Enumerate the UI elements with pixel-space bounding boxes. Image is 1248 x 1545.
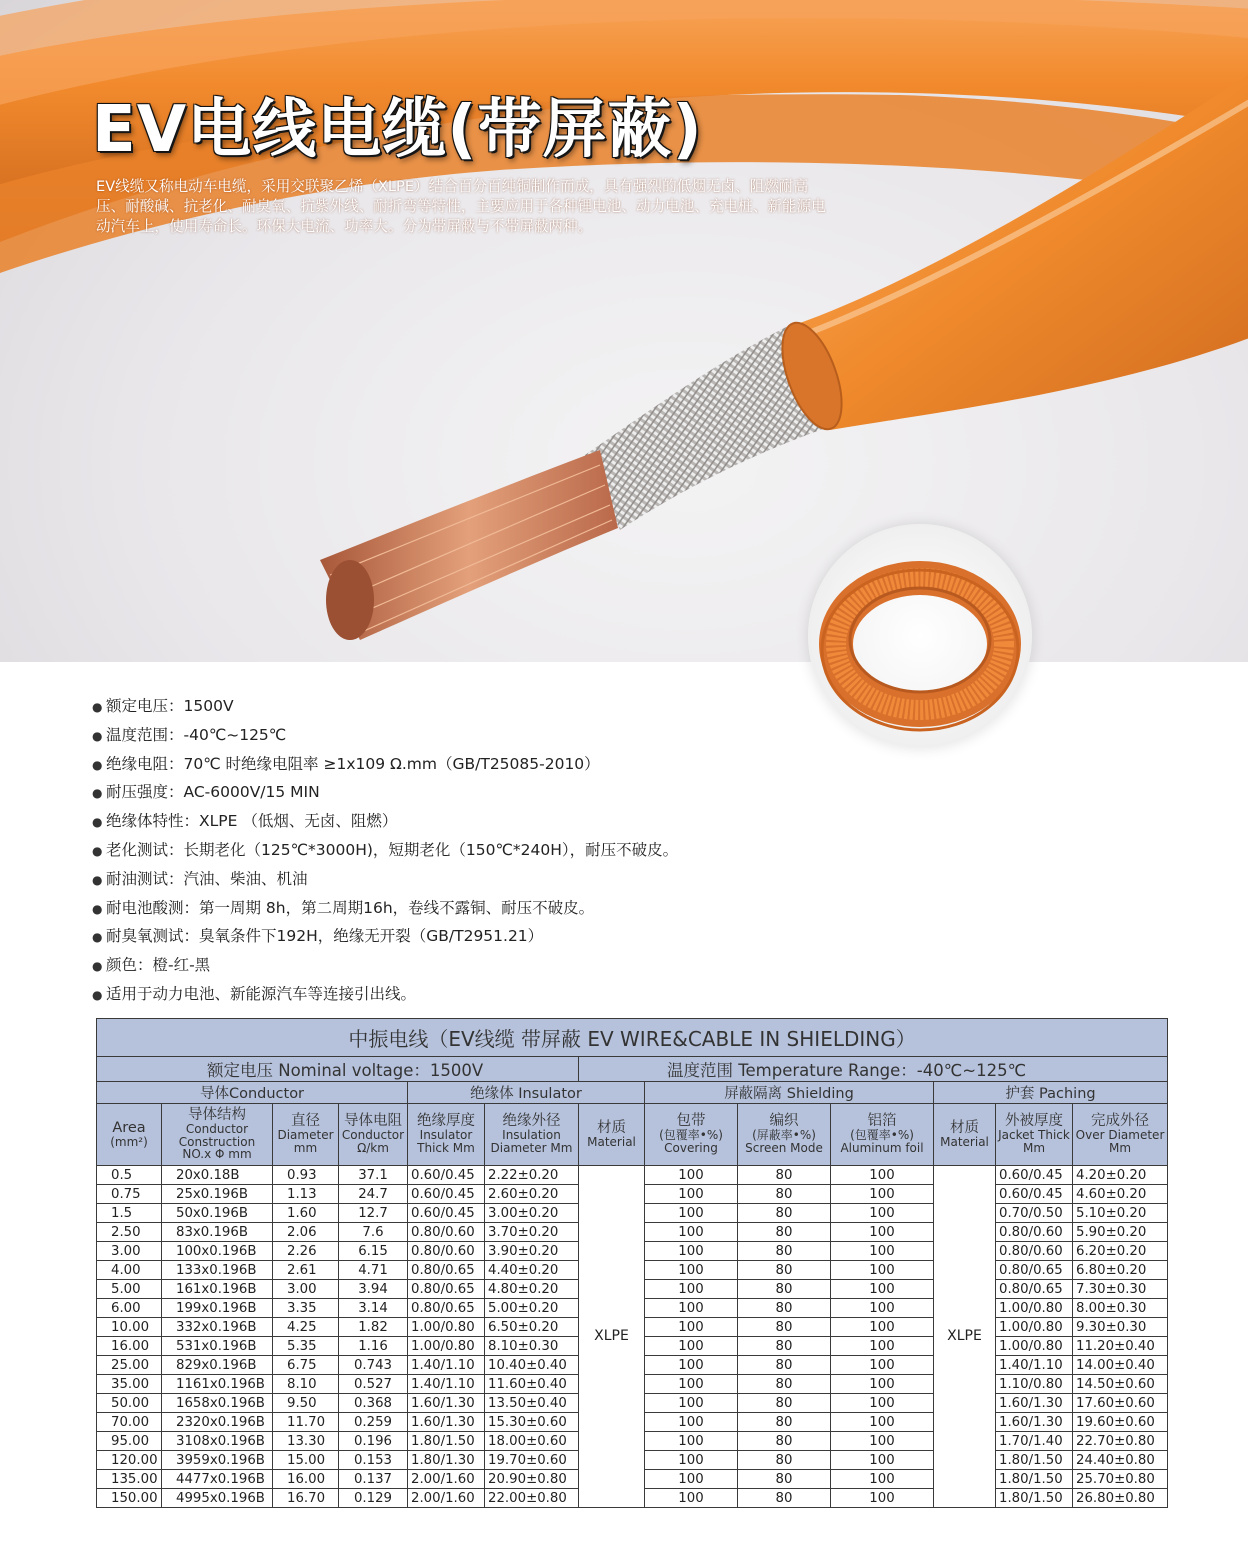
table-cell: 100 [645,1489,738,1508]
table-cell: 100 [645,1185,738,1204]
intro-line: 压、耐酸碱、抗老化、耐臭氧、抗紫外线、耐折弯等特性，主要应用于各种锂电池、动力电池、充电桩、新能源电 [96,198,826,215]
table-cell: 7.6 [339,1223,408,1242]
table-cell: 12.7 [339,1204,408,1223]
spec-list [92,693,678,1010]
group-conductor: 导体Conductor [97,1082,408,1104]
table-cell: 133x0.196B [162,1261,273,1280]
table-cell: 80 [738,1261,831,1280]
column-header: 绝缘外径 Insulation Diameter Mm [485,1104,579,1166]
table-cell: 100 [831,1356,934,1375]
list-item: ● 耐压强度：AC-6000V/15 MIN [92,783,320,802]
table-cell: 8.00±0.30 [1073,1299,1168,1318]
table-row [97,1166,1168,1185]
table-cell: 332x0.196B [162,1318,273,1337]
table-cell: 9.50 [273,1394,339,1413]
table-cell: 135.00 [97,1470,162,1489]
table-cell: 100 [645,1204,738,1223]
hero-banner [0,0,1248,662]
table-cell: 0.80/0.65 [996,1261,1073,1280]
column-header: 材质 Material [934,1104,996,1166]
table-cell: 4.25 [273,1318,339,1337]
table-cell: 0.60/0.45 [996,1185,1073,1204]
table-cell: 4.71 [339,1261,408,1280]
table-cell: 3.94 [339,1280,408,1299]
intro-line: 动汽车上，使用寿命长。环保大电流、功率大。分为带屏蔽与不带屏蔽两种。 [96,218,593,235]
column-header: 完成外径 Over Diameter Mm [1073,1104,1168,1166]
list-item: ● 颜色：橙-红-黑 [92,956,211,975]
table-cell: 15.30±0.60 [485,1413,579,1432]
table-cell: 1.16 [339,1337,408,1356]
table-cell: 1.00/0.80 [996,1337,1073,1356]
table-cell: 0.60/0.45 [996,1166,1073,1185]
table-cell: 3.70±0.20 [485,1223,579,1242]
column-header: 导体电阻 Conductor Ω/km [339,1104,408,1166]
table-cell: 25.00 [97,1356,162,1375]
table-cell: 6.20±0.20 [1073,1242,1168,1261]
table-cell: 80 [738,1489,831,1508]
table-cell: 0.153 [339,1451,408,1470]
table-cell: 1.80/1.30 [408,1451,485,1470]
table-cell: 16.00 [273,1470,339,1489]
table-cell: 5.00 [97,1280,162,1299]
table-cell: 80 [738,1242,831,1261]
table-cell: 100 [645,1280,738,1299]
table-cell: 100 [831,1204,934,1223]
intro-paragraph [96,177,984,237]
table-cell: 0.75 [97,1185,162,1204]
table-cell: 0.80/0.60 [996,1223,1073,1242]
table-cell: 0.129 [339,1489,408,1508]
table-cell: 1.60/1.30 [996,1413,1073,1432]
table-cell: 100 [645,1318,738,1337]
table-cell: 120.00 [97,1451,162,1470]
table-cell: 100 [645,1394,738,1413]
table-cell: 1.80/1.50 [996,1470,1073,1489]
table-cell: 100 [831,1280,934,1299]
column-header: 直径 Diameter mm [273,1104,339,1166]
table-cell: 4477x0.196B [162,1470,273,1489]
table-cell: 80 [738,1299,831,1318]
column-header: 材质 Material [579,1104,645,1166]
cable-coil-photo [808,524,1032,748]
table-cell: 100 [831,1261,934,1280]
temperature-range: 温度范围 Temperature Range：-40℃~125℃ [579,1057,1168,1082]
table-cell: 1.60/1.30 [408,1413,485,1432]
table-cell: 8.10±0.30 [485,1337,579,1356]
table-cell: 80 [738,1375,831,1394]
table-cell: 1.00/0.80 [408,1318,485,1337]
table-cell: 0.5 [97,1166,162,1185]
table-cell: 0.196 [339,1432,408,1451]
table-cell: 0.80/0.65 [408,1299,485,1318]
table-cell: 19.70±0.60 [485,1451,579,1470]
table-cell: 25.70±0.80 [1073,1470,1168,1489]
table-cell: 80 [738,1223,831,1242]
table-cell: 4.00 [97,1261,162,1280]
table-cell: 8.10 [273,1375,339,1394]
table-cell: 1.00/0.80 [996,1299,1073,1318]
table-cell: 100 [645,1242,738,1261]
table-cell: 100 [645,1166,738,1185]
table-cell: 0.60/0.45 [408,1204,485,1223]
table-cell: 100 [831,1166,934,1185]
table-cell: 14.00±0.40 [1073,1356,1168,1375]
table-caption: 中振电线（EV线缆 带屏蔽 EV WIRE&CABLE IN SHIELDING） [97,1019,1168,1057]
table-cell: 83x0.196B [162,1223,273,1242]
spec-table [96,1018,1167,1508]
table-cell: 20.90±0.80 [485,1470,579,1489]
table-cell: 0.80/0.60 [408,1223,485,1242]
table-cell: 5.90±0.20 [1073,1223,1168,1242]
table-cell: 1.00/0.80 [996,1318,1073,1337]
table-cell: 100 [831,1413,934,1432]
table-cell: 1.60/1.30 [408,1394,485,1413]
page-title: EV电线电缆(带屏蔽) [92,93,703,167]
table-cell: 1658x0.196B [162,1394,273,1413]
column-header-row [97,1104,1168,1166]
column-header: 绝缘厚度 Insulator Thick Mm [408,1104,485,1166]
table-cell: 3.35 [273,1299,339,1318]
table-cell: 2.60±0.20 [485,1185,579,1204]
list-item: ● 耐油测试：汽油、柴油、机油 [92,869,308,888]
table-cell: 3.90±0.20 [485,1242,579,1261]
table-cell: 2.00/1.60 [408,1489,485,1508]
table-cell: 100 [645,1375,738,1394]
table-cell: 100 [831,1242,934,1261]
table-cell: 100 [645,1261,738,1280]
table-cell: 100x0.196B [162,1242,273,1261]
column-header: 导体结构 Conductor Construction NO.x Φ mm [162,1104,273,1166]
table-cell: 17.60±0.60 [1073,1394,1168,1413]
table-cell: 80 [738,1356,831,1375]
table-cell: 100 [831,1337,934,1356]
table-cell: 6.80±0.20 [1073,1261,1168,1280]
list-item: ● 老化测试：长期老化（125℃*3000H)，短期老化（150℃*240H），耐压不破皮。 [92,840,679,859]
list-item: ● 耐电池酸测：第一周期 8h，第二周期16h，卷线不露铜、耐压不破皮。 [92,898,595,917]
table-cell: 13.30 [273,1432,339,1451]
table-cell: 16.00 [97,1337,162,1356]
table-cell: 6.50±0.20 [485,1318,579,1337]
table-cell: 5.35 [273,1337,339,1356]
table-cell: 1.40/1.10 [408,1356,485,1375]
column-header: 包带 (包覆率•%) Covering [645,1104,738,1166]
column-header: Area (mm²) [97,1104,162,1166]
table-cell: 150.00 [97,1489,162,1508]
table-cell: 19.60±0.60 [1073,1413,1168,1432]
table-cell: 100 [831,1489,934,1508]
table-cell: 100 [831,1394,934,1413]
table-cell: 1.80/1.50 [996,1451,1073,1470]
list-item: ● 适用于动力电池、新能源汽车等连接引出线。 [92,984,417,1003]
column-header: 铝箔 (包覆率•%) Aluminum foil [831,1104,934,1166]
table-cell: 1.00/0.80 [408,1337,485,1356]
table-cell: 0.60/0.45 [408,1185,485,1204]
list-item: ● 绝缘体特性：XLPE （低烟、无卤、阻燃） [92,812,398,831]
table-cell: 22.00±0.80 [485,1489,579,1508]
table-cell: 0.743 [339,1356,408,1375]
table-cell: 9.30±0.30 [1073,1318,1168,1337]
table-cell: 2.50 [97,1223,162,1242]
table-cell: 80 [738,1470,831,1489]
table-cell: 100 [645,1470,738,1489]
table-cell: 100 [831,1223,934,1242]
table-cell: 1.80/1.50 [996,1489,1073,1508]
table-cell: 1.5 [97,1204,162,1223]
table-cell: 26.80±0.80 [1073,1489,1168,1508]
table-cell: 3108x0.196B [162,1432,273,1451]
group-jacket: 护套 Paching [934,1082,1168,1104]
table-cell: 2.61 [273,1261,339,1280]
table-cell: 50x0.196B [162,1204,273,1223]
table-cell: 2.00/1.60 [408,1470,485,1489]
table-cell: 3959x0.196B [162,1451,273,1470]
table-cell: 15.00 [273,1451,339,1470]
table-cell: 100 [645,1451,738,1470]
table-cell: 22.70±0.80 [1073,1432,1168,1451]
column-header: 外被厚度 Jacket Thick Mm [996,1104,1073,1166]
table-cell: 199x0.196B [162,1299,273,1318]
intro-line: EV线缆又称电动车电缆，采用交联聚乙烯（XLPE）结合百分百纯铜制作而成，具有强烈的低烟无卤、阻燃耐高 [96,178,809,195]
list-item: ● 耐臭氧测试：臭氧条件下192H，绝缘无开裂（GB/T2951.21） [92,927,544,946]
table-cell: 10.00 [97,1318,162,1337]
table-cell: 4995x0.196B [162,1489,273,1508]
table-cell: 80 [738,1166,831,1185]
insulator-material: XLPE [579,1166,645,1508]
table-cell: 18.00±0.60 [485,1432,579,1451]
nominal-voltage: 额定电压 Nominal voltage：1500V [97,1057,579,1082]
table-cell: 20x0.18B [162,1166,273,1185]
table-cell: 3.00 [273,1280,339,1299]
table-cell: 100 [645,1337,738,1356]
table-cell: 37.1 [339,1166,408,1185]
table-cell: 80 [738,1394,831,1413]
table-cell: 16.70 [273,1489,339,1508]
table-cell: 1.40/1.10 [408,1375,485,1394]
table-cell: 11.70 [273,1413,339,1432]
table-cell: 1.80/1.50 [408,1432,485,1451]
table-cell: 80 [738,1413,831,1432]
table-cell: 100 [831,1470,934,1489]
table-body [97,1166,1168,1508]
table-cell: 35.00 [97,1375,162,1394]
table-cell: 80 [738,1451,831,1470]
table-cell: 100 [645,1413,738,1432]
table-cell: 95.00 [97,1432,162,1451]
table-cell: 100 [831,1318,934,1337]
table-cell: 80 [738,1432,831,1451]
table-cell: 70.00 [97,1413,162,1432]
table-cell: 0.80/0.65 [408,1261,485,1280]
table-cell: 50.00 [97,1394,162,1413]
table-cell: 100 [831,1432,934,1451]
table-cell: 80 [738,1204,831,1223]
table-cell: 1.70/1.40 [996,1432,1073,1451]
jacket-material: XLPE [934,1166,996,1508]
table-cell: 1.40/1.10 [996,1356,1073,1375]
table-cell: 11.60±0.40 [485,1375,579,1394]
table-cell: 0.80/0.65 [408,1280,485,1299]
table-cell: 829x0.196B [162,1356,273,1375]
table-cell: 2320x0.196B [162,1413,273,1432]
table-cell: 4.40±0.20 [485,1261,579,1280]
table-cell: 0.80/0.60 [408,1242,485,1261]
table-cell: 10.40±0.40 [485,1356,579,1375]
table-cell: 1.82 [339,1318,408,1337]
table-cell: 80 [738,1185,831,1204]
table-cell: 80 [738,1280,831,1299]
table-cell: 100 [831,1299,934,1318]
table-cell: 2.06 [273,1223,339,1242]
table-cell: 24.40±0.80 [1073,1451,1168,1470]
table-cell: 100 [831,1375,934,1394]
table-cell: 1.10/0.80 [996,1375,1073,1394]
table-cell: 100 [645,1356,738,1375]
list-item: ● 额定电压：1500V [92,697,234,715]
table-cell: 24.7 [339,1185,408,1204]
table-cell: 100 [831,1185,934,1204]
table-cell: 161x0.196B [162,1280,273,1299]
table-cell: 100 [645,1223,738,1242]
table-cell: 100 [645,1299,738,1318]
table-cell: 7.30±0.30 [1073,1280,1168,1299]
table-cell: 0.80/0.60 [996,1242,1073,1261]
table-cell: 14.50±0.60 [1073,1375,1168,1394]
group-insulator: 绝缘体 Insulator [408,1082,645,1104]
list-item: ● 绝缘电阻：70℃ 时绝缘电阻率 ≥1x109 Ω.mm（GB/T25085-2010） [92,754,600,773]
table-cell: 1161x0.196B [162,1375,273,1394]
table-cell: 4.20±0.20 [1073,1166,1168,1185]
table-cell: 3.14 [339,1299,408,1318]
column-header: 编织 (屏蔽率•%) Screen Mode [738,1104,831,1166]
table-cell: 25x0.196B [162,1185,273,1204]
group-shielding: 屏蔽隔离 Shielding [645,1082,934,1104]
table-cell: 0.70/0.50 [996,1204,1073,1223]
table-cell: 6.15 [339,1242,408,1261]
table-cell: 2.26 [273,1242,339,1261]
table-cell: 0.93 [273,1166,339,1185]
table-cell: 3.00±0.20 [485,1204,579,1223]
table-cell: 0.368 [339,1394,408,1413]
table-cell: 1.60 [273,1204,339,1223]
table-cell: 2.22±0.20 [485,1166,579,1185]
table-cell: 80 [738,1337,831,1356]
table-cell: 0.60/0.45 [408,1166,485,1185]
table-cell: 1.13 [273,1185,339,1204]
table-cell: 531x0.196B [162,1337,273,1356]
table-cell: 0.137 [339,1470,408,1489]
table-cell: 5.10±0.20 [1073,1204,1168,1223]
table-cell: 6.75 [273,1356,339,1375]
table-cell: 0.527 [339,1375,408,1394]
table-cell: 5.00±0.20 [485,1299,579,1318]
list-item: ● 温度范围：-40℃~125℃ [92,725,287,744]
table-cell: 13.50±0.40 [485,1394,579,1413]
table-cell: 6.00 [97,1299,162,1318]
table-cell: 0.80/0.65 [996,1280,1073,1299]
table-cell: 3.00 [97,1242,162,1261]
table-cell: 4.60±0.20 [1073,1185,1168,1204]
table-cell: 100 [831,1451,934,1470]
table-cell: 4.80±0.20 [485,1280,579,1299]
table-cell: 100 [645,1432,738,1451]
table-cell: 0.259 [339,1413,408,1432]
table-cell: 1.60/1.30 [996,1394,1073,1413]
table-cell: 11.20±0.40 [1073,1337,1168,1356]
table-cell: 80 [738,1318,831,1337]
